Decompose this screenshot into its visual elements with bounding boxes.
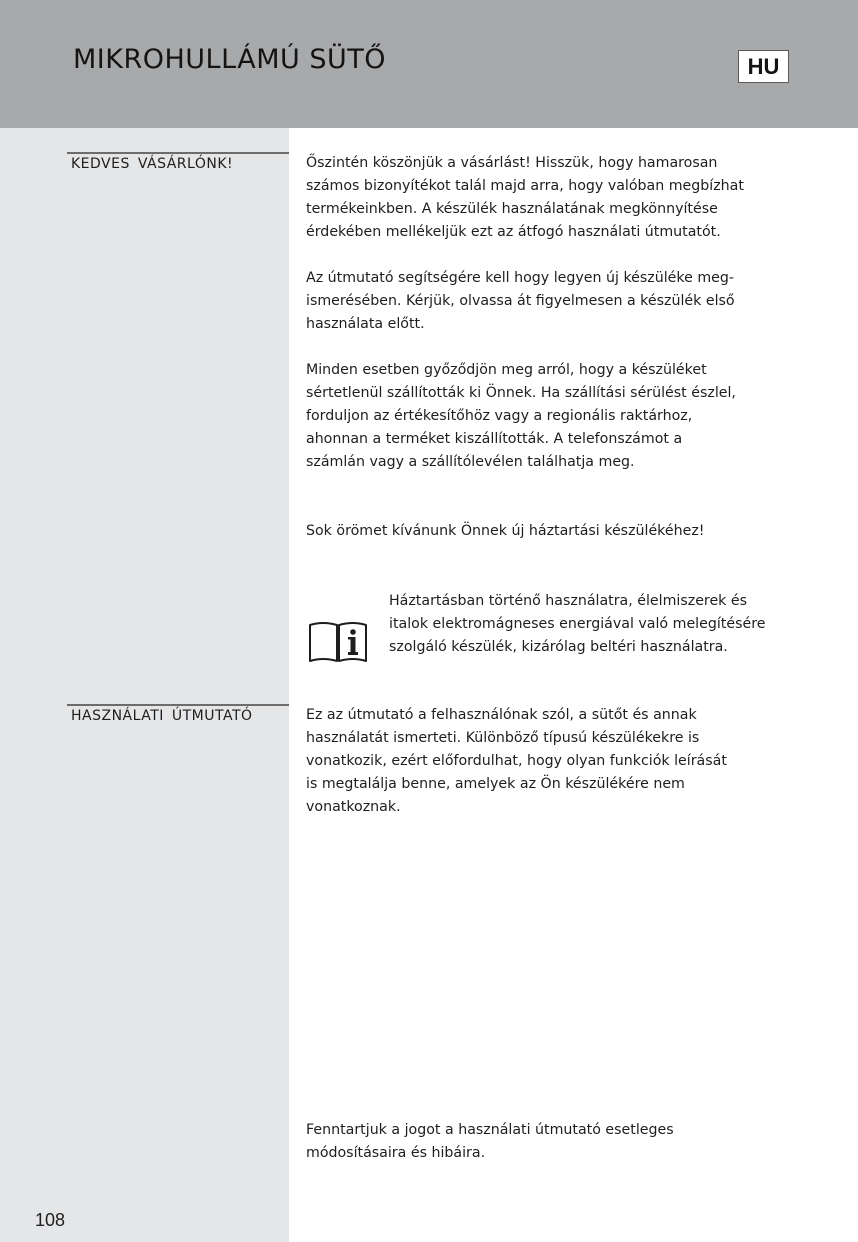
page-number: 108: [35, 1210, 66, 1230]
intro-paragraph-4-text: Sok örömet kívánunk Önnek új háztartási készülékéhez!: [306, 523, 705, 539]
left-sidebar: [0, 128, 289, 1242]
usage-notice-text: Háztartásban történő használatra, élelmiszerek és italok elektromágneses energiával való melegítésére szolgáló készülék, kizárólag beltéri használatra.: [389, 593, 766, 655]
info-manual-icon: [308, 619, 368, 663]
intro-paragraph-2: [306, 267, 806, 336]
section-label-manual: HASZNÁLATI ÚTMUTATÓ: [67, 704, 289, 724]
intro-paragraph-1: [306, 152, 806, 244]
intro-paragraph-3-text: Minden esetben győződjön meg arról, hogy a készüléket sértetlenül szállították ki Önnek. Ha szállítási sérülést észlel, forduljon az értékesítőhöz vagy a regionális raktárhoz, ahonnan a terméket kiszállították. A telefonszámot a számlán vagy a szállítólevélen találhatja meg.: [306, 362, 736, 470]
intro-paragraph-1-text: Őszintén köszönjük a vásárlást! Hisszük, hogy hamarosan számos bizonyítékot talál majd arra, hogy valóban megbízhat termékeinkben. A készülék használatának megkönnyítése érdekében mellékeljük ezt az átfogó használati útmutatót.: [306, 155, 744, 240]
usage-notice: [389, 590, 809, 659]
page-header: [0, 0, 858, 128]
intro-paragraph-3: [306, 359, 806, 474]
page-title: MIKROHULLÁMÚ SÜTŐ: [73, 44, 387, 75]
disclaimer-paragraph: [306, 1119, 806, 1165]
manual-paragraph: [306, 704, 806, 819]
intro-paragraph-2-text: Az útmutató segítségére kell hogy legyen új készüléke meg- ismerésében. Kérjük, olvassa át figyelmesen a készülék első használata előtt.: [306, 270, 735, 332]
disclaimer-paragraph-text: Fenntartjuk a jogot a használati útmutató esetleges módosításaira és hibáira.: [306, 1122, 674, 1161]
intro-paragraph-4: [306, 520, 806, 543]
manual-paragraph-text: Ez az útmutató a felhasználónak szól, a sütőt és annak használatát ismerteti. Különböző típusú készülékekre is vonatkozik, ezért előfordulhat, hogy olyan funkciók leírását is megtalálja benne, amelyek az Ön készülékére nem vonatkoznak.: [306, 707, 727, 815]
language-badge: HU: [738, 50, 789, 83]
section-label-intro: KEDVES VÁSÁRLÓNK!: [67, 152, 289, 172]
